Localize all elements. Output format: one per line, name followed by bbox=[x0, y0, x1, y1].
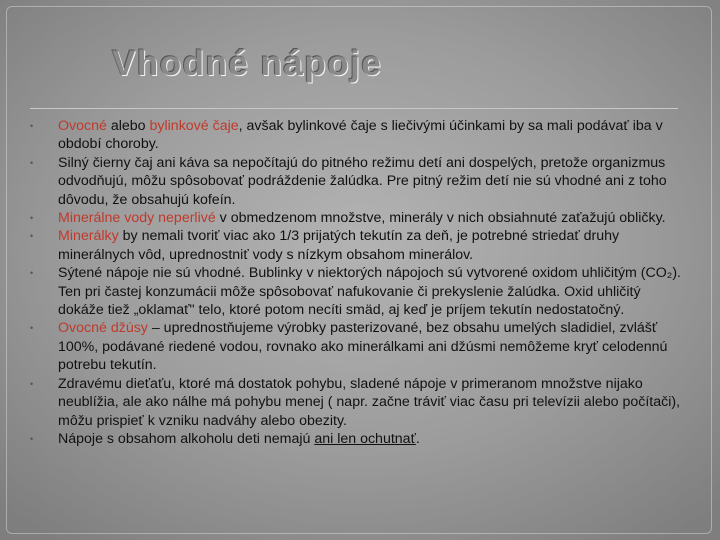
item-text: – uprednostňujeme výrobky pasterizované, bez obsahu umelých sladidiel, zvlášť 100%, podávané riedené vodou, rovnako ako minerálkami ani džúsmi nemôžeme kryť celodennú potrebu tekutín. bbox=[58, 320, 668, 374]
highlight-text: Minerálne vody neperlivé bbox=[58, 210, 216, 227]
list-item bbox=[30, 430, 690, 448]
item-text: Nápoje s obsahom alkoholu deti nemajú bbox=[58, 430, 315, 447]
bullet-list bbox=[30, 117, 690, 448]
item-text: alebo bbox=[106, 118, 150, 134]
bullet-icon: • bbox=[30, 323, 34, 334]
bullet-icon: • bbox=[30, 378, 34, 389]
bullet-icon: • bbox=[30, 231, 34, 242]
item-text: by nemali tvoriť viac ako 1/3 prijatých tekutín za deň, je potrebné striedať druhy minerálnych vôd, uprednostniť vody s nízkym obsahom minerálov. bbox=[58, 228, 620, 263]
list-item bbox=[30, 375, 690, 430]
title-divider bbox=[30, 108, 678, 109]
list-item bbox=[30, 227, 690, 264]
slide-title: Vhodné nápoje bbox=[112, 44, 383, 83]
item-text: Zdravému dieťaťu, ktoré má dostatok pohybu, sladené nápoje v primeranom množstve nijako neublížia, ale ako nálhe má pohybu menej ( napr. začne tráviť viac času pri televízii alebo počítači), môžu prispieť k vzniku nadváhy alebo obezity. bbox=[58, 375, 681, 429]
bullet-icon: • bbox=[30, 433, 34, 444]
bullet-icon: • bbox=[30, 268, 34, 279]
item-text: v obmedzenom množstve, minerály v nich obsiahnuté zaťažujú obličky. bbox=[215, 210, 666, 227]
bullet-icon: • bbox=[30, 157, 34, 168]
underlined-text: ani len ochutnať bbox=[314, 430, 416, 447]
list-item bbox=[30, 117, 690, 154]
item-text: , avšak bylinkové čaje s liečivými účinkami by sa mali podávať iba v období choroby. bbox=[58, 118, 663, 153]
highlight-text: Minerálky bbox=[58, 228, 119, 245]
highlight-text: Ovocné džúsy bbox=[58, 320, 148, 337]
highlight-text: Ovocné bbox=[58, 118, 107, 134]
item-text: . bbox=[415, 430, 420, 447]
list-item bbox=[30, 319, 690, 374]
bullet-icon: • bbox=[30, 213, 34, 224]
bullet-icon: • bbox=[30, 121, 34, 131]
list-item bbox=[30, 209, 690, 227]
highlight-text: bylinkové čaje bbox=[149, 118, 239, 134]
list-item bbox=[30, 264, 690, 319]
item-text: Silný čierny čaj ani káva sa nepočítajú do pitného režimu detí ani dospelých, pretože organizmus odvodňujú, môžu spôsobovať podráždenie žalúdka. Pre pitný režim detí nie sú vhodné ani z toho dôvodu, že obsahujú kofeín. bbox=[58, 154, 667, 208]
list-item bbox=[30, 154, 690, 209]
item-text: Sýtené nápoje nie sú vhodné. Bublinky v niektorých nápojoch sú vytvorené oxidom uhličitým (CO₂). Ten pri častej konzumácii môže spôsobovať nafukovanie či prekyslenie žalúdka. Oxid uhličitý dokáže tiež „oklamať" telo, ktoré potom necíti smäd, aj keď je príjem tekutín nedostatočný. bbox=[58, 265, 681, 319]
